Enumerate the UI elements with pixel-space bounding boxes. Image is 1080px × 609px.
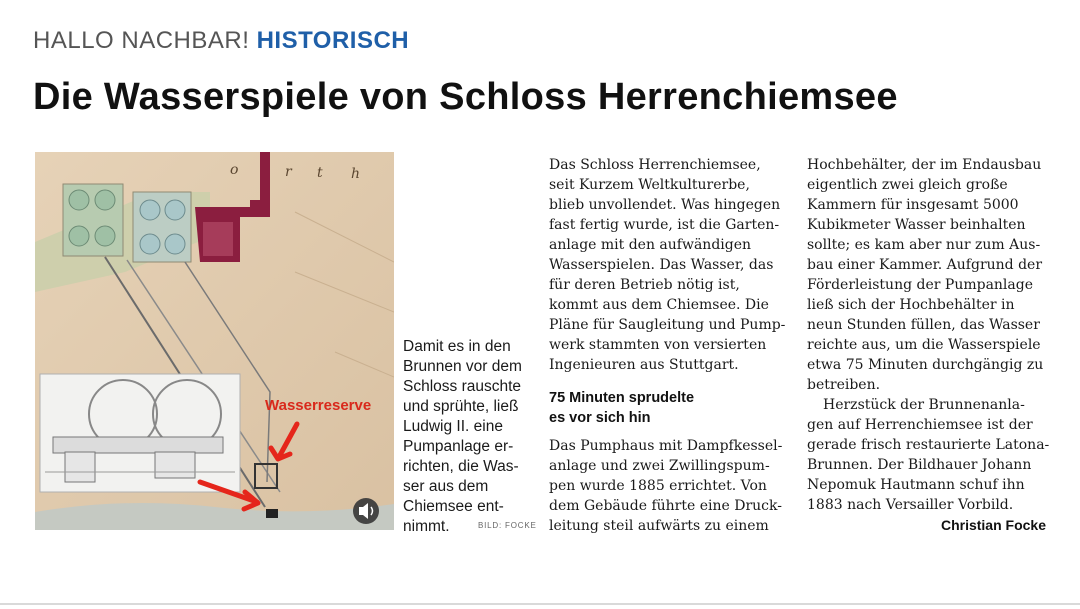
text-line: Brunnen. Der Bildhauer Johann (807, 457, 1032, 473)
text-line: Kubikmeter Wasser beinhalten (807, 217, 1026, 233)
text-line: seit Kurzem Weltkulturerbe, (549, 177, 750, 193)
text-line: blieb unvollendet. Was hingegen (549, 197, 781, 213)
photo-credit: BILD: FOCKE (478, 521, 537, 530)
text-line: dem Gebäude führte eine Druck- (549, 498, 782, 514)
text-line: kommt aus dem Chiemsee. Die (549, 297, 769, 313)
bottom-divider (0, 603, 1080, 605)
article-column-2-continued (549, 436, 789, 536)
article-column-3 (807, 155, 1050, 515)
text-line: Nepomuk Hautmann schuf ihn (807, 477, 1025, 493)
map-letter: h (351, 166, 361, 182)
article-column-2 (549, 155, 789, 375)
text-line: Kammern für insgesamt 5000 (807, 197, 1019, 213)
text-line: etwa 75 Minuten durchgängig zu (807, 357, 1044, 373)
text-line: 1883 nach Versailler Vorbild. (807, 497, 1014, 513)
map-letter: r (285, 164, 292, 180)
subheading-line: 75 Minuten sprudelte (549, 390, 695, 406)
caption-line: richten, die Was- (403, 458, 519, 475)
text-line: Herzstück der Brunnenanla- (823, 397, 1025, 413)
map-letter: o (230, 162, 239, 178)
text-line: eigentlich zwei gleich große (807, 177, 1008, 193)
text-line: betreiben. (807, 377, 881, 393)
text-line: werk stammten von versierten (549, 337, 767, 353)
text-line: für deren Betrieb nötig ist, (549, 277, 740, 293)
text-line: Förderleistung der Pumpanlage (807, 277, 1034, 293)
text-line: gen auf Herrenchiemsee ist der (807, 417, 1033, 433)
caption-line: Schloss rauschte (403, 378, 522, 395)
kicker-topic: HISTORISCH (256, 27, 410, 54)
map-letter: t (317, 165, 323, 181)
text-line: neun Stunden füllen, das Wasser (807, 317, 1040, 333)
text-line: ließ sich der Hochbehälter in (807, 297, 1015, 313)
text-line: Wasserspielen. Das Wasser, das (549, 257, 774, 273)
caption-line: Ludwig II. eine (403, 418, 503, 435)
caption-line: nimmt. (403, 518, 450, 535)
caption-line: und sprühte, ließ (403, 398, 519, 415)
photo-caption (403, 337, 535, 537)
text-line: Ingenieuren aus Stuttgart. (549, 357, 739, 373)
text-line: reichte aus, um die Wasserspiele (807, 337, 1041, 353)
text-line: anlage und zwei Zwillingspum- (549, 458, 770, 474)
text-line: sollte; es kam aber nur zum Aus- (807, 237, 1041, 253)
text-line: Hochbehälter, der im Endausbau (807, 157, 1042, 173)
speaker-icon[interactable] (353, 498, 379, 524)
caption-line: Pumpanlage er- (403, 438, 514, 455)
caption-line: Chiemsee ent- (403, 498, 504, 515)
text-line: Pläne für Saugleitung und Pump- (549, 317, 786, 333)
kicker (33, 27, 409, 55)
text-line: Das Schloss Herrenchiemsee, (549, 157, 761, 173)
text-line: pen wurde 1885 errichtet. Von (549, 478, 767, 494)
wasserreserve-label: Wasserreserve (265, 397, 372, 414)
caption-line: Brunnen vor dem (403, 358, 522, 375)
caption-line: Damit es in den (403, 338, 511, 355)
pump-engine-drawing (40, 374, 240, 492)
article-subheading (549, 388, 769, 428)
headline: Die Wasserspiele von Schloss Herrenchiemsee (33, 76, 898, 118)
author-byline: Christian Focke (940, 517, 1046, 533)
text-line: gerade frisch restaurierte Latona- (807, 437, 1050, 453)
text-line: anlage mit den aufwändigen (549, 237, 752, 253)
kicker-lead: HALLO NACHBAR! (33, 27, 250, 54)
historic-map-image (35, 152, 394, 530)
subheading-line: es vor sich hin (549, 410, 651, 426)
text-line: bau einer Kammer. Aufgrund der (807, 257, 1043, 273)
caption-line: ser aus dem (403, 478, 489, 495)
text-line: leitung steil aufwärts zu einem (549, 518, 769, 534)
text-line: fast fertig wurde, ist die Garten- (549, 217, 780, 233)
article-photo (35, 152, 394, 530)
text-line: Das Pumphaus mit Dampfkessel- (549, 438, 783, 454)
